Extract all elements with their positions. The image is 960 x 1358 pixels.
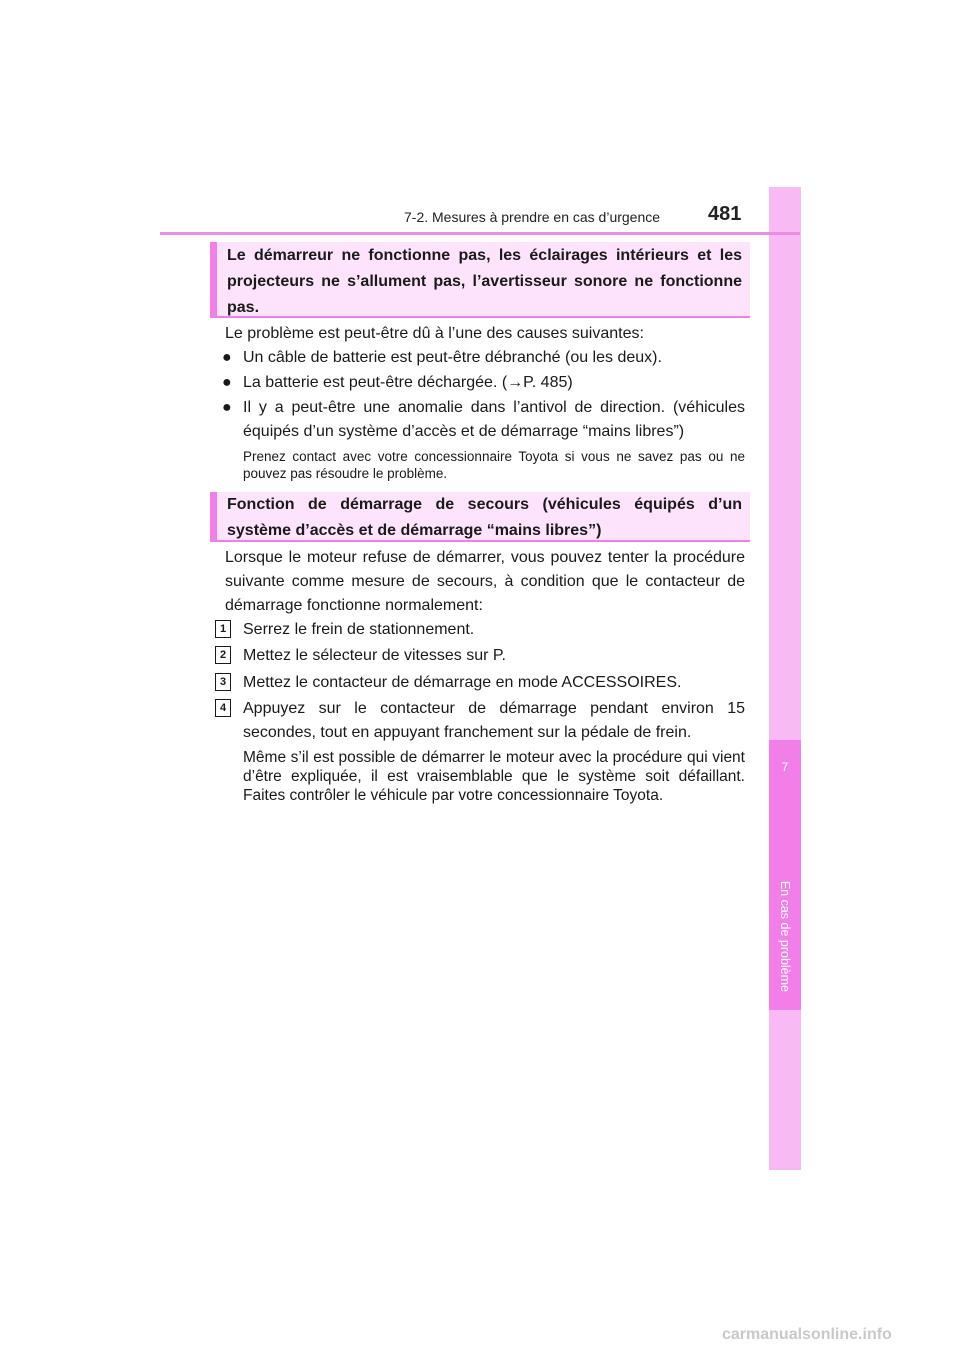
bullet-icon: ● <box>222 374 232 391</box>
section-reference: 7-2. Mesures à prendre en cas d’urgence <box>404 209 661 225</box>
intro-text-2: Lorsque le moteur refuse de démarrer, vous pouvez tenter la procédure suivante comme mesure de secours, à condition que le contacteur de démarrage fonctionne normalement: <box>225 549 745 614</box>
list-item-text: Il y a peut-être une anomalie dans l’antivol de direction. (véhicules équipés d’un système d’accès et de démarrage “mains libres”) <box>243 399 745 440</box>
step-text: Appuyez sur le contacteur de démarrage pendant environ 15 secondes, tout en appuyant franchement sur la pédale de frein. <box>243 700 745 741</box>
intro-text-1: Le problème est peut-être dû à l’une des causes suivantes: <box>225 325 644 342</box>
step-note: Même s’il est possible de démarrer le moteur avec la procédure qui vient d’être expliquée, il est vraisemblable que le système soit défaillant. Faites contrôler le véhicule par votre concessionnaire Toyota. <box>243 749 745 804</box>
list-item-text: La batterie est peut-être déchargée. (→P. 485) <box>243 374 573 391</box>
watermark: carmanualsonline.info <box>722 1326 892 1343</box>
step-text: Mettez le sélecteur de vitesses sur P. <box>243 647 506 664</box>
step-item <box>215 697 745 745</box>
list-item <box>222 396 745 444</box>
step-text: Serrez le frein de stationnement. <box>243 621 475 638</box>
bullet-icon: ● <box>222 399 232 416</box>
page-number: 481 <box>708 203 742 225</box>
step-number: 4 <box>215 699 231 717</box>
list-item <box>222 371 745 395</box>
step-number: 2 <box>215 646 231 664</box>
step-number: 3 <box>215 673 231 691</box>
chapter-number: 7 <box>781 760 789 774</box>
list-item <box>222 346 745 370</box>
header-divider <box>160 232 800 235</box>
step-item <box>215 644 745 668</box>
chapter-title: En cas de problème <box>778 880 792 992</box>
section-heading-1: Le démarreur ne fonctionne pas, les éclairages intérieurs et les projecteurs ne s’allument pas, l’avertisseur sonore ne fonctionne pas. <box>210 242 750 318</box>
step-item <box>215 618 745 642</box>
bullet-icon: ● <box>222 349 232 366</box>
section-heading-2: Fonction de démarrage de secours (véhicules équipés d’un système d’accès et de démarrage “mains libres”) <box>210 492 750 542</box>
step-item <box>215 671 745 695</box>
step-number: 1 <box>215 620 231 638</box>
chapter-side-tab <box>769 187 801 1170</box>
step-text: Mettez le contacteur de démarrage en mode ACCESSOIRES. <box>243 674 682 691</box>
note-text-1: Prenez contact avec votre concessionnaire Toyota si vous ne savez pas ou ne pouvez pas résoudre le problème. <box>243 449 745 481</box>
list-item-text: Un câble de batterie est peut-être débranché (ou les deux). <box>243 349 662 366</box>
